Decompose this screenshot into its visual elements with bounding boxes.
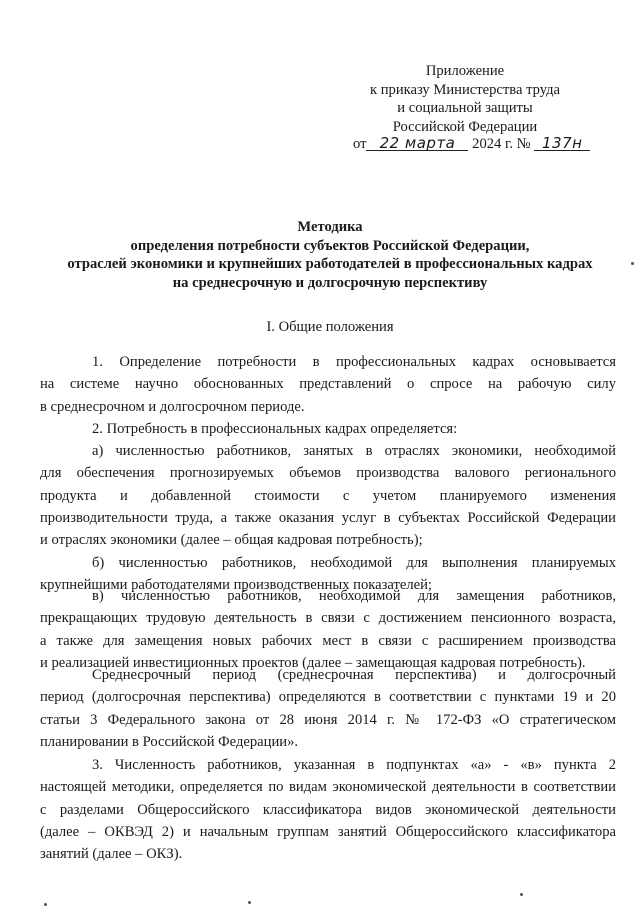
date-prefix: от <box>353 136 367 152</box>
paragraph-line: 2. Потребность в профессиональных кадрах определяется: <box>92 421 458 437</box>
paragraph-line: (далее – ОКВЭД 2) и начальным группам занятий Общероссийского классификатора <box>40 823 616 840</box>
paragraph-line: Среднесрочный период (среднесрочная перспектива) и долгосрочный <box>92 667 616 683</box>
document-title <box>40 218 620 292</box>
paragraph <box>40 585 616 674</box>
appendix-header <box>340 62 590 136</box>
section-heading: I. Общие положения <box>266 319 394 335</box>
appendix-country: Российской Федерации <box>392 118 538 135</box>
scan-speck <box>44 903 47 906</box>
paragraph-line: на системе научно обоснованных представлений о спросе на рабочую силу <box>40 376 616 393</box>
paragraph-line: прекращающих трудовую деятельность в связи с достижением пенсионного возраста, <box>40 610 616 627</box>
paragraph-line: 1. Определение потребности в профессиональных кадрах основывается <box>92 354 616 370</box>
paragraph-line: и реализацией инвестиционных проектов (далее – замещающая кадровая потребность). <box>40 654 586 671</box>
paragraph-line: планировании в Российской Федерации». <box>40 733 299 750</box>
title-line-3: отраслей экономики и крупнейших работодателей в профессиональных кадрах <box>67 256 593 273</box>
appendix-title: Приложение <box>425 63 505 79</box>
title-line-2: определения потребности субъектов Российской Федерации, <box>130 237 530 254</box>
appendix-order-ref: к приказу Министерства труда <box>369 81 561 98</box>
title-line-4: на среднесрочную и долгосрочную перспективу <box>172 274 488 291</box>
order-date-number <box>353 136 590 153</box>
handwritten-date: 22 марта <box>366 136 468 151</box>
paragraph <box>40 664 616 753</box>
handwritten-number: 137н <box>534 136 590 151</box>
paragraph-line: а) численностью работников, занятых в отраслях экономики, необходимой <box>92 443 616 459</box>
paragraph-line: с разделами Общероссийского классификатора видов экономической деятельности <box>40 801 616 818</box>
paragraph <box>40 418 616 440</box>
scan-speck <box>520 893 523 896</box>
paragraph-line: продукта и добавленной стоимости с учетом планируемого изменения <box>40 487 616 504</box>
order-year: 2024 г. № <box>472 136 531 152</box>
paragraph-line: период (долгосрочная перспектива) определяются в соответствии с пунктами 19 и 20 <box>40 689 616 706</box>
paragraph-line: и отраслях экономики (далее – общая кадровая потребность); <box>40 532 423 549</box>
title-line-1: Методика <box>297 219 363 235</box>
paragraph-line: для обеспечения прогнозируемых объемов производства валового регионального <box>40 465 616 482</box>
paragraph-line: б) численностью работников, необходимой для выполнения планируемых <box>92 555 616 571</box>
paragraph-line: статьи 3 Федерального закона от 28 июня 2014 г. № 172-ФЗ «О стратегическом <box>40 711 616 728</box>
paragraph-line: в среднесрочном и долгосрочном периоде. <box>40 398 305 415</box>
paragraph-line: в) численностью работников, необходимой для замещения работников, <box>92 588 616 604</box>
paragraph <box>40 440 616 551</box>
paragraph-line: 3. Численность работников, указанная в подпунктах «а» - «в» пункта 2 <box>92 757 616 773</box>
paragraph <box>40 754 616 865</box>
paragraph <box>40 351 616 418</box>
paragraph-line: настоящей методики, определяется по видам экономической деятельности в соответствии <box>40 779 616 796</box>
paragraph-line: производительности труда, а также оказания услуг в субъектах Российской Федерации <box>40 509 616 526</box>
paragraph-line: занятий (далее – ОКЗ). <box>40 846 183 863</box>
scan-speck <box>631 262 634 265</box>
scan-speck <box>248 901 251 904</box>
appendix-ministry: и социальной защиты <box>397 100 533 116</box>
paragraph-line: крупнейшими работодателями производственных показателей; <box>40 577 432 594</box>
paragraph-line: а также для замещения новых рабочих мест в связи с расширением производства <box>40 632 616 649</box>
